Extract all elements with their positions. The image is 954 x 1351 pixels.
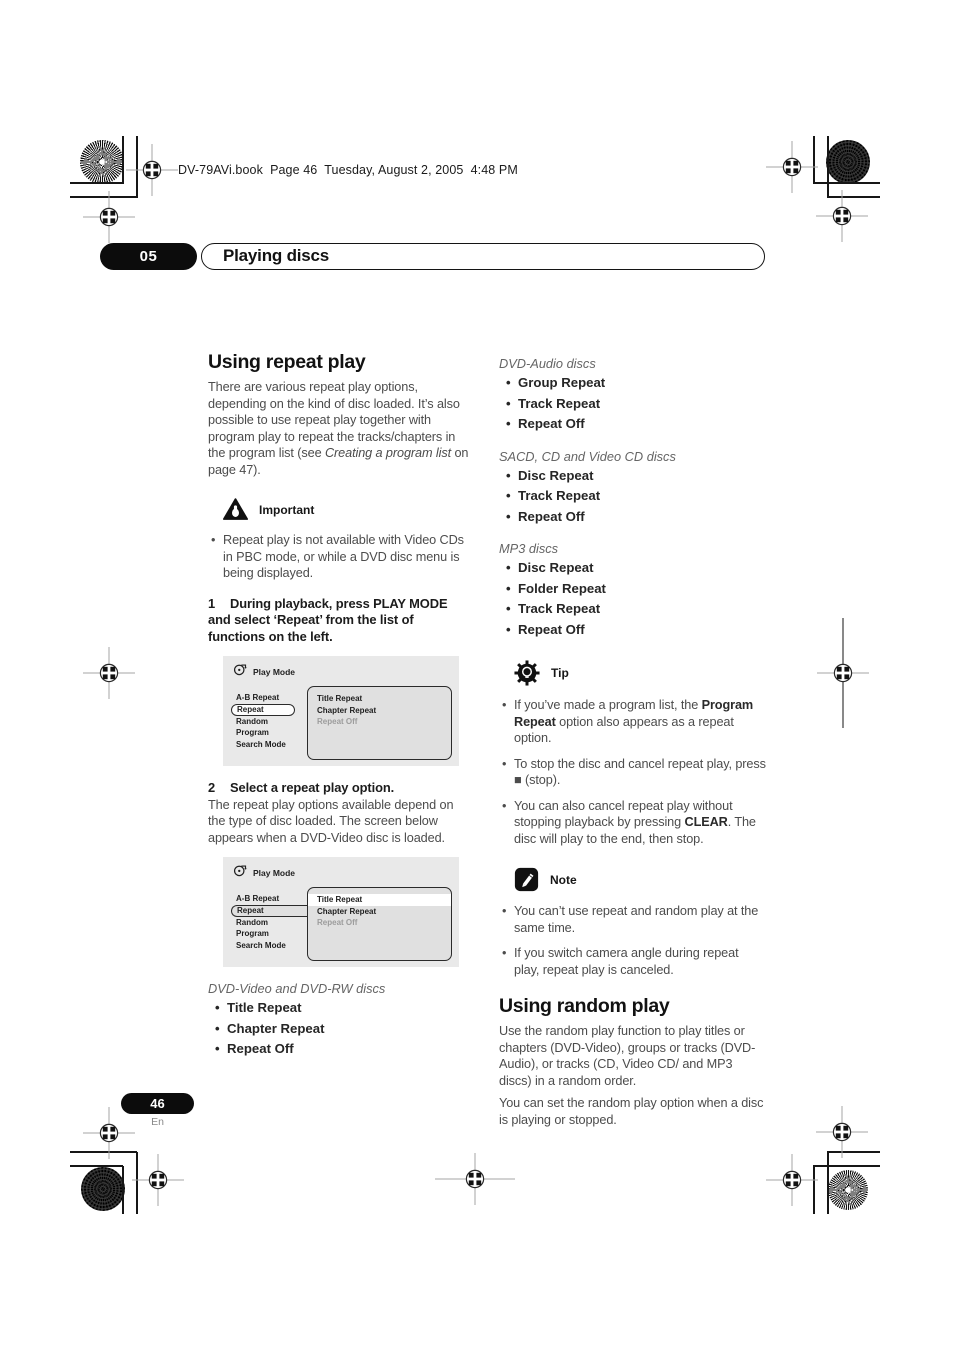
page-number-badge <box>121 1093 194 1114</box>
crop-mark <box>122 136 124 184</box>
menu-item-repeat-selected: Repeat <box>231 905 307 917</box>
random-play-paragraph-2: You can set the random play option when a disc is playing or stopped. <box>499 1096 764 1127</box>
disc-type-label-dvd-audio: DVD-Audio discs <box>499 356 596 371</box>
option-repeat-off: Repeat Off <box>317 918 358 928</box>
registration-mark <box>95 659 123 687</box>
tip-bullet <box>499 798 767 848</box>
chapter-title: Playing discs <box>223 246 330 265</box>
tip-text: You can also cancel repeat play without stopping playback by pressing <box>514 798 733 829</box>
menu-item-random: Random <box>236 716 268 726</box>
tip-bullet: • To stop the disc and cancel repeat play, press ■ (stop). <box>499 756 767 789</box>
crop-mark <box>70 182 123 184</box>
play-mode-menu <box>236 893 307 951</box>
halftone-starburst-bottom-right <box>828 1170 868 1210</box>
repeat-option: • Track Repeat <box>499 486 767 507</box>
page-language-label: En <box>151 1116 164 1128</box>
play-mode-options-panel <box>307 686 452 760</box>
option-repeat-off: Repeat Off <box>317 717 358 727</box>
registration-mark <box>461 1165 489 1193</box>
crop-mark <box>70 1165 123 1167</box>
tip-label: Tip <box>551 666 569 680</box>
repeat-option: • Repeat Off <box>499 414 767 435</box>
step-2-number: 2 <box>208 780 216 795</box>
chapter-number: 05 <box>139 248 158 265</box>
repeat-option: • Track Repeat <box>499 599 767 620</box>
registration-mark <box>95 1119 123 1147</box>
menu-item-repeat-selected: Repeat <box>231 704 295 716</box>
right-column <box>499 351 767 1128</box>
menu-item-search-mode: Search Mode <box>236 739 286 749</box>
disc-type-label-dvd-video: DVD-Video and DVD-RW discs <box>208 981 386 996</box>
option-title-repeat-highlighted: Title Repeat <box>308 894 451 906</box>
disc-icon <box>233 864 248 882</box>
registration-mark <box>778 1166 806 1194</box>
repeat-option: • Disc Repeat <box>499 558 767 579</box>
registration-mark <box>95 203 123 231</box>
crop-mark <box>827 1152 829 1214</box>
intro-reference-italic: Creating a program list <box>324 446 452 460</box>
crop-mark <box>813 1166 815 1214</box>
registration-mark <box>828 1118 856 1146</box>
repeat-option: • Repeat Off <box>208 1039 472 1060</box>
section-title-random-play: Using random play <box>499 995 670 1017</box>
repeat-option: • Folder Repeat <box>499 579 767 600</box>
crop-mark <box>813 136 815 184</box>
option-chapter-repeat: Chapter Repeat <box>317 705 377 715</box>
repeat-option: • Disc Repeat <box>499 466 767 487</box>
tip-bold-program-repeat: Program Repeat <box>514 698 754 729</box>
random-play-paragraph-1: Use the random play function to play titles or chapters (DVD-Video), groups or tracks (DVD-Audio), or tracks (CD, Video CD/ and MP3 discs) in a random order. <box>499 1024 756 1088</box>
intro-text-start: There are various repeat play options, depending on the kind of disc loaded. It’s also possible to use repeat play together with program play to repeat the tracks/chapters in the program list (see <box>208 380 460 460</box>
menu-item-random: Random <box>236 917 268 927</box>
repeat-option: • Title Repeat <box>208 998 472 1019</box>
menu-item-ab-repeat: A-B Repeat <box>236 894 280 903</box>
note-pencil-icon <box>514 867 539 892</box>
menu-item-ab-repeat: A-B Repeat <box>236 693 280 702</box>
crop-mark <box>122 1166 124 1214</box>
repeat-option: • Track Repeat <box>499 394 767 415</box>
play-mode-title: Play Mode <box>253 667 296 677</box>
intro-paragraph <box>208 379 472 478</box>
important-bullet: • Repeat play is not available with Video CDs in PBC mode, or while a DVD disc menu is being displayed. <box>208 532 472 582</box>
menu-item-program: Program <box>236 728 269 738</box>
repeat-option: • Repeat Off <box>499 507 767 528</box>
important-callout <box>223 498 472 521</box>
tip-callout <box>514 660 767 686</box>
play-mode-options-panel <box>307 887 452 961</box>
step-1-text: During playback, press PLAY MODE and select ‘Repeat’ from the list of functions on the left. <box>208 595 448 644</box>
registration-mark <box>829 659 857 687</box>
left-column <box>208 351 472 1060</box>
note-callout <box>514 867 767 892</box>
halftone-circle-top-right <box>826 140 870 184</box>
play-mode-menu <box>236 692 295 750</box>
registration-mark <box>828 202 856 230</box>
tip-text: If you’ve made a program list, the <box>514 698 702 712</box>
crop-mark <box>827 136 829 198</box>
chapter-number-badge <box>100 243 197 270</box>
disc-icon <box>233 663 248 681</box>
note-bullet: • If you switch camera angle during repeat play, repeat play is canceled. <box>499 945 767 978</box>
note-bullet: • You can’t use repeat and random play at the same time. <box>499 903 767 936</box>
note-label: Note <box>550 872 577 887</box>
section-title-repeat-play: Using repeat play <box>208 351 366 373</box>
tip-text: . The disc will play to the end, then stop. <box>514 815 756 846</box>
play-mode-header <box>233 864 295 882</box>
chapter-title-box <box>201 243 765 270</box>
halftone-circle-bottom-left <box>81 1167 125 1211</box>
crop-mark <box>70 1151 137 1153</box>
important-hand-icon <box>223 498 248 521</box>
crop-mark <box>813 182 880 184</box>
crop-mark <box>827 196 880 198</box>
halftone-starburst-top-left <box>80 140 124 184</box>
registration-mark <box>138 156 166 184</box>
disc-type-label-sacd-cd: SACD, CD and Video CD discs <box>499 448 676 464</box>
crop-mark <box>813 1165 880 1167</box>
intro-text-end: on page 47). <box>208 446 469 477</box>
play-mode-header <box>233 663 295 681</box>
tip-lightbulb-icon <box>514 660 540 686</box>
menu-item-search-mode: Search Mode <box>236 940 286 950</box>
important-label: Important <box>259 502 315 517</box>
step-1-number: 1 <box>208 595 216 611</box>
page-number: 46 <box>150 1096 165 1111</box>
step-2-heading <box>208 780 472 797</box>
tip-bold-clear: CLEAR <box>684 815 728 829</box>
step-2-body: The repeat play options available depend on the type of disc loaded. The screen below appears when a DVD-Video disc is loaded. <box>208 797 454 845</box>
play-mode-screenshot-2 <box>223 857 459 967</box>
step-1-heading <box>208 596 472 646</box>
repeat-option: • Group Repeat <box>499 373 767 394</box>
crop-mark <box>827 1151 880 1153</box>
registration-mark <box>778 153 806 181</box>
disc-type-label-mp3: MP3 discs <box>499 541 559 556</box>
repeat-option: • Chapter Repeat <box>208 1019 472 1040</box>
option-title-repeat: Title Repeat <box>317 694 363 703</box>
repeat-option: • Repeat Off <box>499 620 767 641</box>
registration-mark <box>144 1166 172 1194</box>
tip-text: option also appears as a repeat option. <box>514 714 734 745</box>
step-2-title: Select a repeat play option. <box>230 780 395 795</box>
menu-item-program: Program <box>236 929 269 939</box>
file-info-line: DV-79AVi.book Page 46 Tuesday, August 2, 2005 4:48 PM <box>178 163 518 177</box>
play-mode-screenshot-1 <box>223 656 459 766</box>
play-mode-title: Play Mode <box>253 868 296 878</box>
tip-bullet <box>499 697 767 747</box>
crop-mark <box>136 1152 138 1214</box>
option-chapter-repeat: Chapter Repeat <box>317 906 377 916</box>
crop-mark <box>70 196 137 198</box>
